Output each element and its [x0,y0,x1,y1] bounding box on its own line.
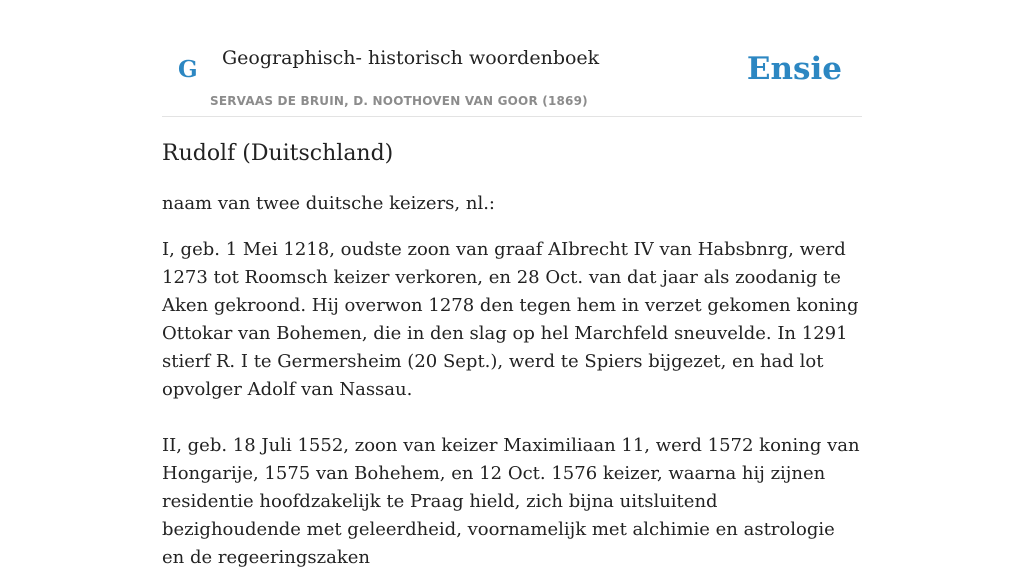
entry-content [162,138,862,572]
entry-paragraph-1: I, geb. 1 Mei 1218, oudste zoon van graaf AIbrecht IV van Habsbnrg, werd 1273 tot Roomsch keizer verkoren, en 28 Oct. van dat jaar als zoodanig te Aken gekroond. Hij overwon 1278 den tegen hem in verzet gekomen koning Ottokar van Bohemen, die in den slag op hel Marchfeld sneuvelde. In 1291 stierf R. I te Germersheim (20 Sept.), werd te Spiers bijgezet, en had lot opvolger Adolf van Nassau. [162,239,859,400]
book-authors: SERVAAS DE BRUIN, D. NOOTHOVEN VAN GOOR (1869) [210,94,588,108]
book-title[interactable]: Geographisch- historisch woordenboek [222,47,600,69]
header [162,0,862,117]
entry-intro: naam van twee duitsche keizers, nl.: [162,193,495,214]
brand-logo[interactable]: Ensie [746,51,842,87]
book-letter-link[interactable]: G [178,56,198,83]
entry-title: Rudolf (Duitschland) [162,141,394,166]
entry-paragraph-2: II, geb. 18 Juli 1552, zoon van keizer Maximiliaan 11, werd 1572 koning van Hongarije, 1575 van Bohehem, en 12 Oct. 1576 keizer, waarna hij zijnen residentie hoofdzakelijk te Praag hield, zich bijna uitsluitend bezighoudende met geleerdheid, voornamelijk met alchimie en astrologie en de regeeringszaken [162,435,860,568]
